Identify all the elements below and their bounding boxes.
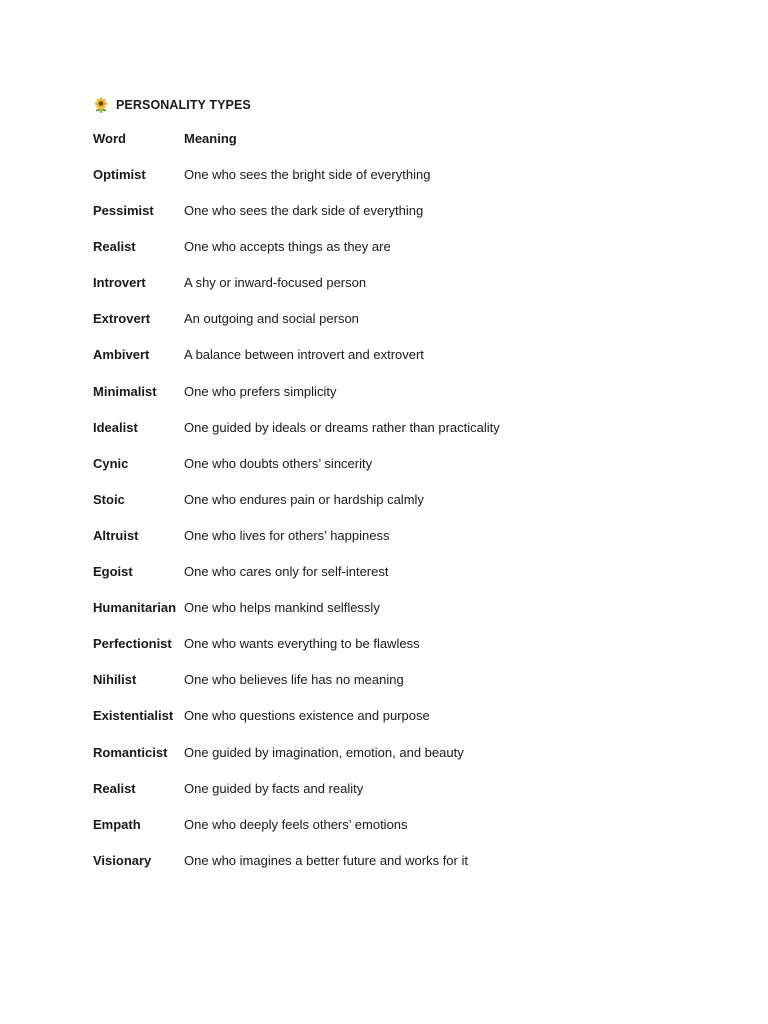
table-row — [93, 742, 653, 778]
row-word: Stoic — [93, 491, 125, 507]
row-word: Idealist — [93, 419, 138, 435]
row-meaning: A balance between introvert and extrovert — [184, 347, 424, 363]
row-meaning: One who lives for others’ happiness — [184, 527, 390, 543]
row-word: Optimist — [93, 167, 146, 182]
table-row — [93, 236, 653, 272]
row-word: Existentialist — [93, 708, 174, 724]
row-meaning: One who accepts things as they are — [184, 239, 391, 255]
row-meaning: One who imagines a better future and works for it — [184, 852, 468, 868]
row-meaning: One who prefers simplicity — [184, 383, 337, 399]
row-word: Nihilist — [93, 672, 137, 688]
row-meaning: One guided by ideals or dreams rather than practicality — [184, 419, 500, 435]
header-meaning: Meaning — [184, 131, 237, 146]
row-word: Extrovert — [93, 311, 151, 327]
row-meaning: One who questions existence and purpose — [184, 708, 430, 724]
table-row — [93, 200, 653, 236]
table-row — [93, 705, 653, 741]
row-word: Altruist — [93, 527, 139, 543]
row-word: Minimalist — [93, 383, 157, 399]
row-meaning: One who sees the dark side of everything — [184, 203, 424, 219]
row-meaning: One who doubts others’ sincerity — [184, 455, 373, 471]
row-word: Realist — [93, 780, 136, 796]
table-row — [93, 308, 653, 344]
row-word: Egoist — [93, 564, 133, 580]
row-meaning: One who cares only for self-interest — [184, 564, 389, 580]
table-row — [93, 669, 653, 705]
row-word: Realist — [93, 239, 136, 255]
table-row — [93, 850, 653, 886]
table-row — [93, 778, 653, 814]
table-row — [93, 381, 653, 417]
table-row — [93, 489, 653, 525]
row-meaning: One guided by imagination, emotion, and beauty — [184, 744, 464, 760]
title-row — [93, 95, 251, 115]
row-word: Visionary — [93, 852, 152, 868]
table-row — [93, 453, 653, 489]
row-meaning: One who wants everything to be flawless — [184, 636, 420, 652]
table-body — [93, 164, 653, 886]
table-header-row — [93, 128, 653, 164]
document-title: PERSONALITY TYPES — [116, 98, 251, 112]
table-row — [93, 597, 653, 633]
row-word: Cynic — [93, 455, 129, 471]
row-meaning: One who deeply feels others’ emotions — [184, 816, 408, 832]
row-meaning: One guided by facts and reality — [184, 780, 364, 796]
row-word: Empath — [93, 816, 141, 832]
row-word: Pessimist — [93, 203, 154, 219]
row-meaning: One who believes life has no meaning — [184, 672, 404, 688]
row-word: Ambivert — [93, 347, 150, 363]
sunflower-icon — [93, 97, 109, 113]
header-word: Word — [93, 131, 126, 146]
personality-table — [93, 128, 653, 886]
table-row — [93, 344, 653, 380]
row-meaning: One who endures pain or hardship calmly — [184, 491, 424, 507]
row-word: Perfectionist — [93, 636, 172, 652]
table-row — [93, 633, 653, 669]
row-meaning: An outgoing and social person — [184, 311, 359, 327]
table-row — [93, 272, 653, 308]
table-row — [93, 814, 653, 850]
row-word: Humanitarian — [93, 600, 177, 616]
table-row — [93, 417, 653, 453]
row-meaning: A shy or inward-focused person — [184, 275, 367, 291]
table-row — [93, 525, 653, 561]
row-meaning: One who helps mankind selflessly — [184, 600, 380, 616]
row-word: Romanticist — [93, 744, 168, 760]
table-row — [93, 164, 653, 200]
row-word: Introvert — [93, 275, 146, 291]
table-row — [93, 561, 653, 597]
row-meaning: One who sees the bright side of everything — [184, 167, 431, 182]
